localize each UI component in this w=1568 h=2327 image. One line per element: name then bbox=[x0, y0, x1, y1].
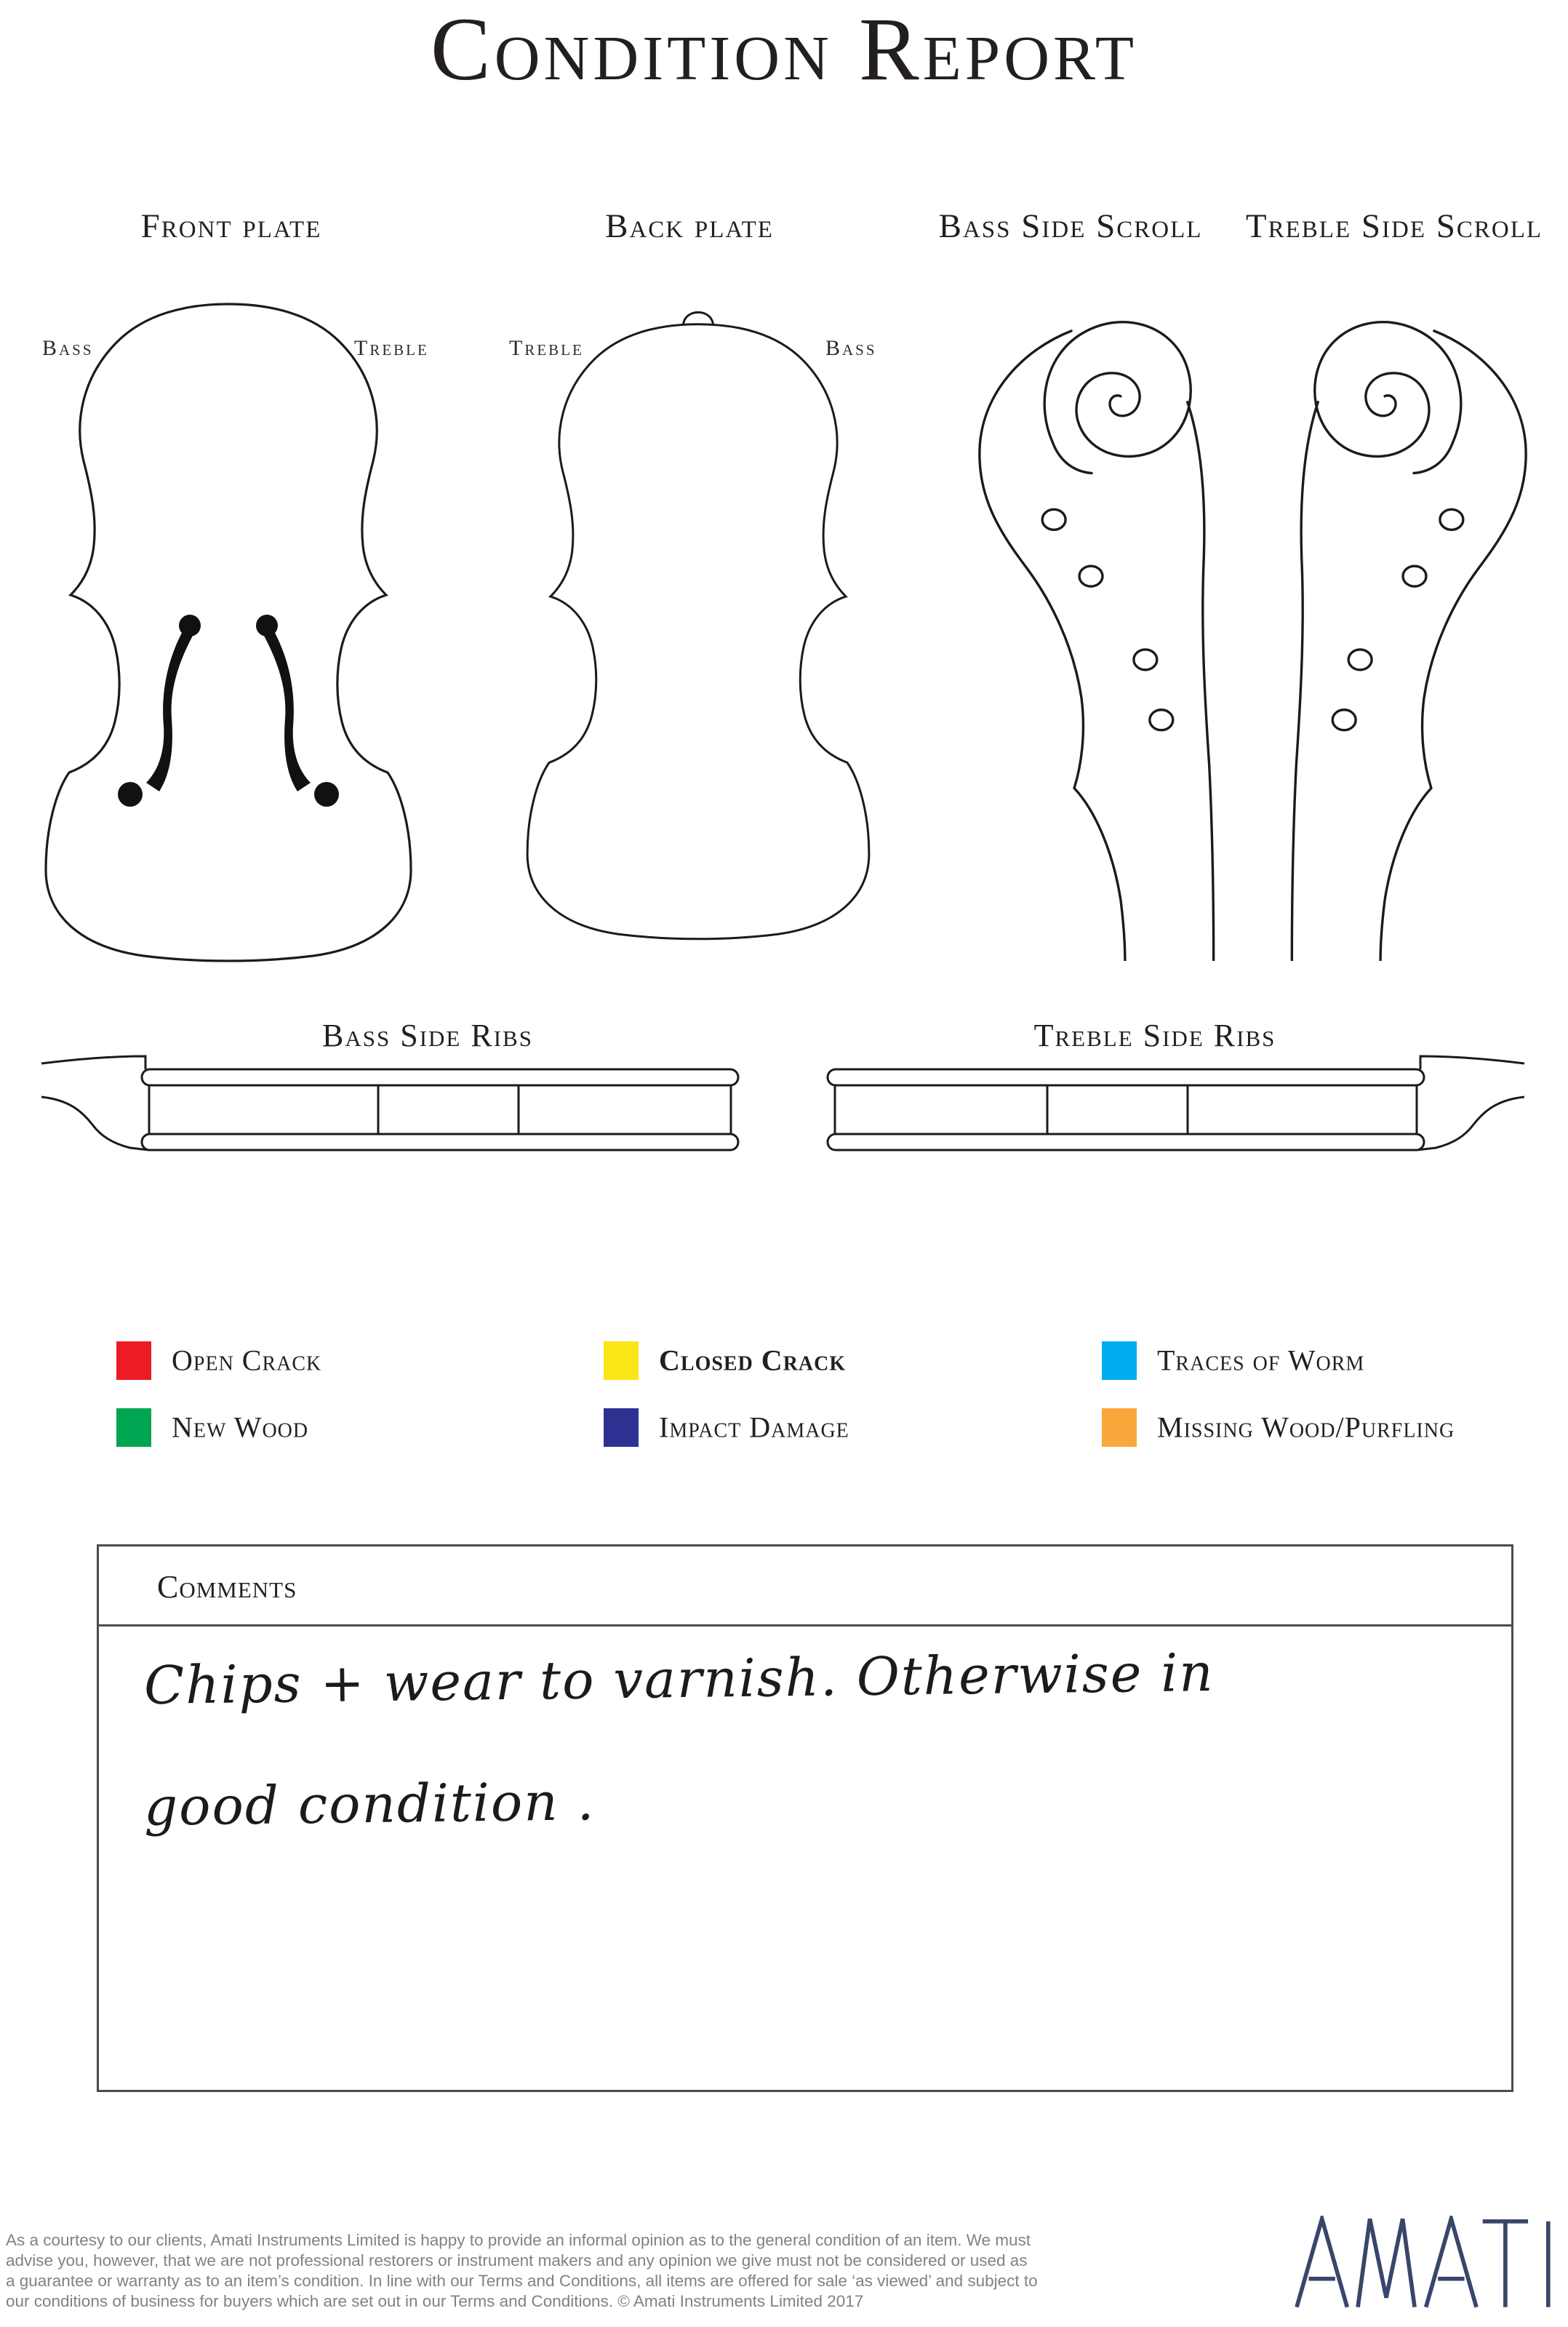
footer-disclaimer bbox=[6, 2230, 1169, 2312]
comments-title: Comments bbox=[157, 1569, 297, 1605]
front-plate-bass-label: Bass bbox=[42, 336, 94, 360]
traces-of-worm-swatch bbox=[1102, 1341, 1137, 1380]
treble-ribs-diagram bbox=[820, 1053, 1526, 1151]
back-plate-bass-label: Bass bbox=[825, 336, 877, 360]
bass-scroll-diagram bbox=[971, 293, 1222, 961]
treble-scroll-diagram bbox=[1284, 293, 1535, 961]
bass-scroll-header: Bass Side Scroll bbox=[938, 207, 1203, 245]
treble-scroll-header: Treble Side Scroll bbox=[1245, 207, 1543, 245]
legend-label: Missing Wood/Purfling bbox=[1157, 1410, 1455, 1444]
closed-crack-swatch bbox=[604, 1341, 639, 1380]
comments-box bbox=[97, 1544, 1513, 2092]
disclaimer-line: a guarantee or warranty as to an item’s condition. In line with our Terms and Conditions, all items are offered for sale ‘as viewed’ and subject to bbox=[6, 2272, 1038, 2290]
front-plate-diagram bbox=[35, 297, 422, 963]
treble-ribs-header: Treble Side Ribs bbox=[1033, 1018, 1276, 1053]
legend-label: Impact Damage bbox=[659, 1410, 849, 1444]
legend-label: Closed Crack bbox=[659, 1344, 847, 1377]
disclaimer-line: our conditions of business for buyers which are set out in our Terms and Conditions. © Amati Instruments Limited 2017 bbox=[6, 2292, 864, 2310]
legend-label: New Wood bbox=[172, 1410, 309, 1444]
back-plate-header: Back plate bbox=[605, 207, 774, 245]
disclaimer-line: advise you, however, that we are not professional restorers or instrument makers and any opinion we give must not be considered or used as bbox=[6, 2251, 1028, 2270]
new-wood-swatch bbox=[116, 1408, 151, 1447]
impact-damage-swatch bbox=[604, 1408, 639, 1447]
back-plate-diagram bbox=[518, 285, 879, 962]
amati-logo-strokes bbox=[1297, 2219, 1548, 2307]
legend-label: Open Crack bbox=[172, 1344, 322, 1377]
back-plate-treble-label: Treble bbox=[509, 336, 584, 360]
missing-wood-swatch bbox=[1102, 1408, 1137, 1447]
open-crack-swatch bbox=[116, 1341, 151, 1380]
front-plate-header: Front plate bbox=[140, 207, 322, 245]
bass-ribs-header: Bass Side Ribs bbox=[322, 1018, 533, 1053]
handwritten-comment-line-2: good condition . bbox=[143, 1771, 596, 1837]
bass-ribs-diagram bbox=[40, 1053, 745, 1151]
page-title: Condition Report bbox=[431, 0, 1137, 99]
comments-header bbox=[99, 1546, 1511, 1626]
handwritten-comment-line-1: Chips + wear to varnish. Otherwise in bbox=[143, 1642, 1215, 1716]
amati-logo bbox=[1293, 2216, 1565, 2310]
front-plate-treble-label: Treble bbox=[354, 336, 429, 360]
legend-label: Traces of Worm bbox=[1157, 1344, 1365, 1377]
disclaimer-line: As a courtesy to our clients, Amati Instruments Limited is happy to provide an informal opinion as to the general condition of an item. We must bbox=[6, 2231, 1031, 2249]
